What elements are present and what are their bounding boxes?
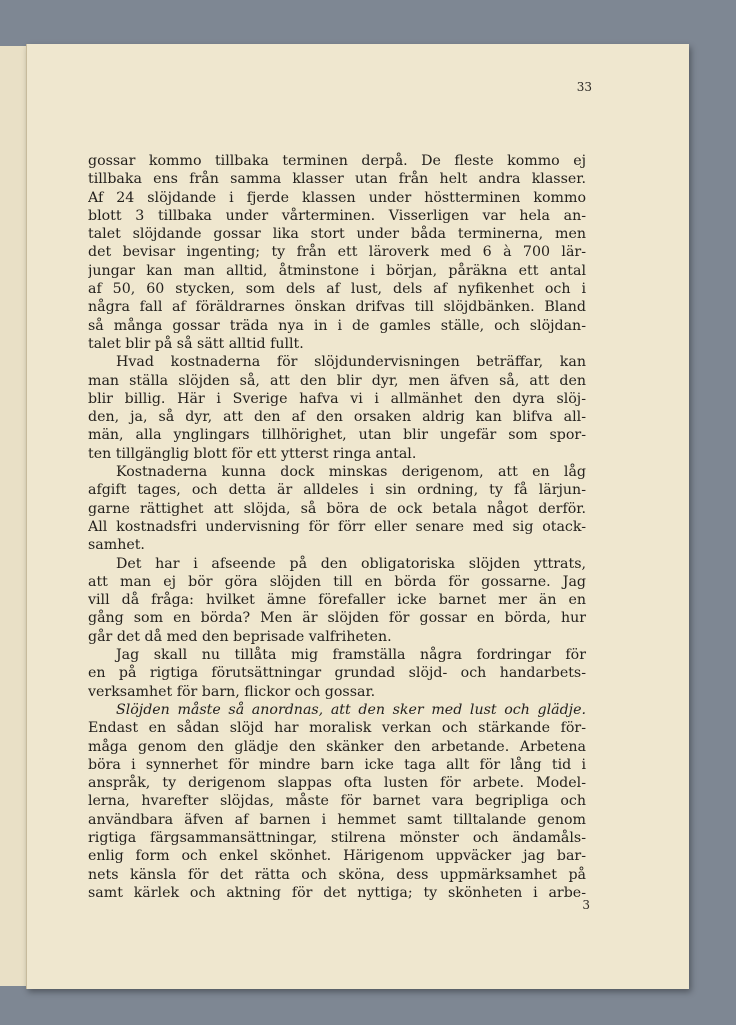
text-line: Af 24 slöjdande i fjerde klassen under höstterminen kommo <box>88 189 586 206</box>
text-line: gossar kommo tillbaka terminen derpå. De fleste kommo ej <box>88 153 586 169</box>
text-line: går det då med den beprisade valfriheten. <box>88 628 392 645</box>
text-line: att man ej bör göra slöjden till en börda för gossarne. Jag <box>88 573 586 590</box>
page-number: 33 <box>576 80 592 94</box>
text-line: Slöjden måste så anordnas, att den sker med lust och glädje. <box>116 701 586 718</box>
text-line: böra i synnerhet för mindre barn icke taga allt för lång tid i <box>88 756 586 773</box>
previous-page-edge <box>0 46 29 986</box>
text-line: det bevisar ingenting; ty från ett läroverk med 6 à 700 lär- <box>88 244 586 261</box>
text-line: talet blir på så sätt alltid fullt. <box>88 335 304 352</box>
text-line: Jag skall nu tillåta mig framställa några fordringar för <box>116 647 586 664</box>
text-line: män, alla ynglingars tillhörighet, utan blir ungefär som spor- <box>88 427 586 444</box>
text-line: ten tillgänglig blott för ett ytterst ringa antal. <box>88 445 417 462</box>
text-line: anspråk, ty derigenom slappas ofta lusten för arbete. Model- <box>88 775 586 792</box>
text-line: talet slöjdande gossar lika stort under båda terminerna, men <box>88 226 586 243</box>
text-line: tillbaka ens från samma klasser utan från helt andra klasser. <box>88 171 586 188</box>
text-line: vill då fråga: hvilket ämne förefaller icke barnet mer än en <box>88 592 586 609</box>
text-line: nets känsla för det rätta och sköna, dess uppmärksamhet på <box>88 866 586 883</box>
text-line: Kostnaderna kunna dock minskas derigenom, att en låg <box>116 464 586 481</box>
text-line: gång som en börda? Men är slöjden för gossar en börda, hur <box>88 610 586 627</box>
text-line: så många gossar träda nya in i de gamles ställe, och slöjdan- <box>88 317 586 334</box>
text-line: rigtiga färgsammansättningar, stilrena mönster och ändamåls- <box>88 829 586 846</box>
signature-mark: 3 <box>582 898 590 912</box>
text-line: samt kärlek och aktning för det nyttiga; ty skönheten i arbe- <box>88 884 586 901</box>
text-line: Endast en sådan slöjd har moralisk verkan och stärkande för- <box>88 720 586 737</box>
text-line: Det har i afseende på den obligatoriska slöjden yttrats, <box>116 555 586 572</box>
text-line: den, ja, så dyr, att den af den orsaken aldrig kan blifva all- <box>88 409 586 426</box>
body-text <box>88 152 586 902</box>
text-line: enlig form och enkel skönhet. Härigenom uppväcker jag bar- <box>88 848 586 865</box>
text-line: All kostnadsfri undervisning för förr eller senare med sig otack- <box>88 518 586 535</box>
text-line: af 50, 60 stycken, som dels af lust, dels af nyfikenhet och i <box>88 281 586 298</box>
text-line: samhet. <box>88 537 145 554</box>
text-line: blir billig. Här i Sverige hafva vi i allmänhet den dyra slöj- <box>88 390 586 407</box>
text-line: jungar kan man alltid, åtminstone i början, påräkna ett antal <box>88 262 586 279</box>
text-line: lerna, hvarefter slöjdas, måste för barnet vara begripliga och <box>88 793 586 810</box>
text-line: blott 3 tillbaka under vårterminen. Visserligen var hela an- <box>88 207 586 224</box>
text-line: användbara äfven af barnen i hemmet samt tilltalande genom <box>88 811 586 828</box>
text-line: verksamhet för barn, flickor och gossar. <box>88 683 376 700</box>
text-line: en på rigtiga förutsättningar grundad slöjd- och handarbets- <box>88 665 586 682</box>
text-line: garne rättighet att slöjda, så böra de ock betala något derför. <box>88 500 586 517</box>
text-line: måga genom den glädje den skänker den arbetande. Arbetena <box>88 738 586 755</box>
text-line: några fall af föräldrarnes önskan drifvas till slöjdbänken. Bland <box>88 299 586 316</box>
text-line: afgift tages, och detta är alldeles i sin ordning, ty få lärjun- <box>88 482 586 499</box>
text-line: man ställa slöjden så, att den blir dyr, men äfven så, att den <box>88 372 586 389</box>
text-line: Hvad kostnaderna för slöjdundervisningen beträffar, kan <box>116 354 586 371</box>
